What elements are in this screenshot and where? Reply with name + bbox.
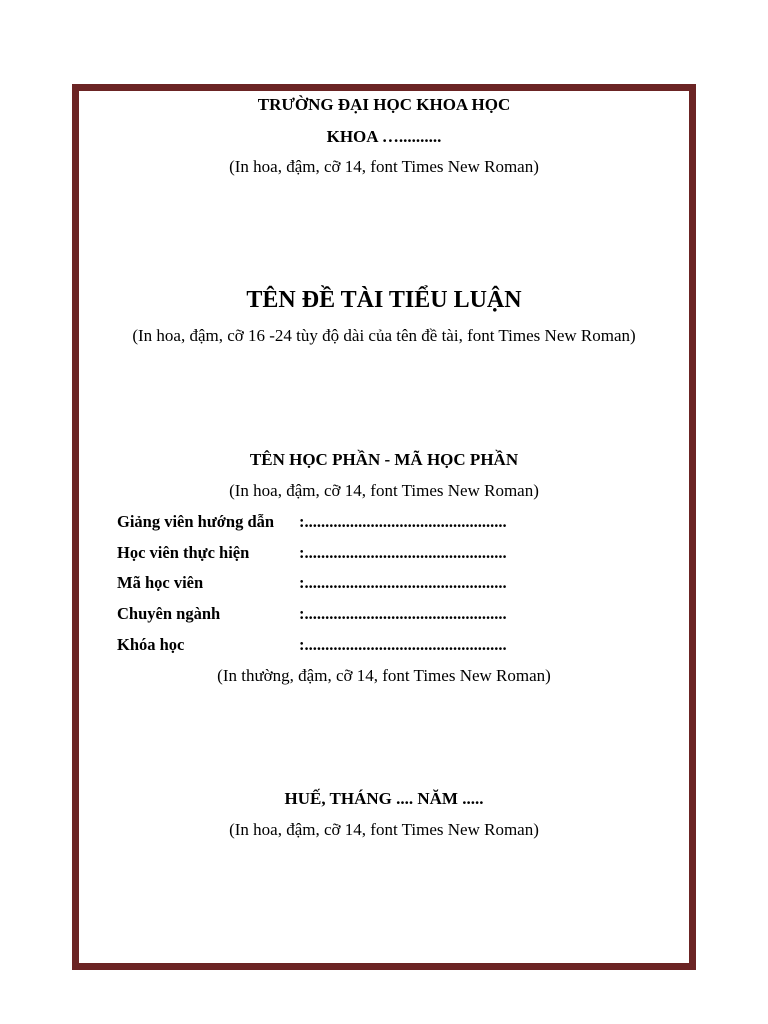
footer-format-note: (In hoa, đậm, cỡ 14, font Times New Roman) xyxy=(229,820,539,839)
thesis-title: TÊN ĐỀ TÀI TIỂU LUẬN xyxy=(246,287,522,313)
info-value-placeholder: :................................................. xyxy=(299,543,507,562)
info-label: Mã học viên xyxy=(117,573,204,592)
info-value-placeholder: :................................................. xyxy=(299,512,507,531)
info-value-placeholder: :................................................. xyxy=(299,635,507,654)
info-format-note: (In thường, đậm, cỡ 14, font Times New Roman) xyxy=(217,666,551,685)
faculty-name: KHOA ….......... xyxy=(326,127,442,146)
info-value-placeholder: :................................................. xyxy=(299,573,507,592)
place-and-date: HUẾ, THÁNG .... NĂM ..... xyxy=(284,789,484,808)
info-label: Học viên thực hiện xyxy=(117,543,250,562)
university-name: TRƯỜNG ĐẠI HỌC KHOA HỌC xyxy=(257,95,511,114)
info-label: Giảng viên hướng dẫn xyxy=(117,512,275,531)
info-label: Khóa học xyxy=(117,635,185,654)
info-label: Chuyên ngành xyxy=(117,604,221,623)
title-format-note: (In hoa, đậm, cỡ 16 -24 tùy độ dài của tên đề tài, font Times New Roman) xyxy=(132,326,636,345)
course-name: TÊN HỌC PHẦN - MÃ HỌC PHẦN xyxy=(249,450,519,469)
course-format-note: (In hoa, đậm, cỡ 14, font Times New Roman) xyxy=(229,481,539,500)
header-format-note: (In hoa, đậm, cỡ 14, font Times New Roman) xyxy=(229,157,539,176)
info-value-placeholder: :................................................. xyxy=(299,604,507,623)
